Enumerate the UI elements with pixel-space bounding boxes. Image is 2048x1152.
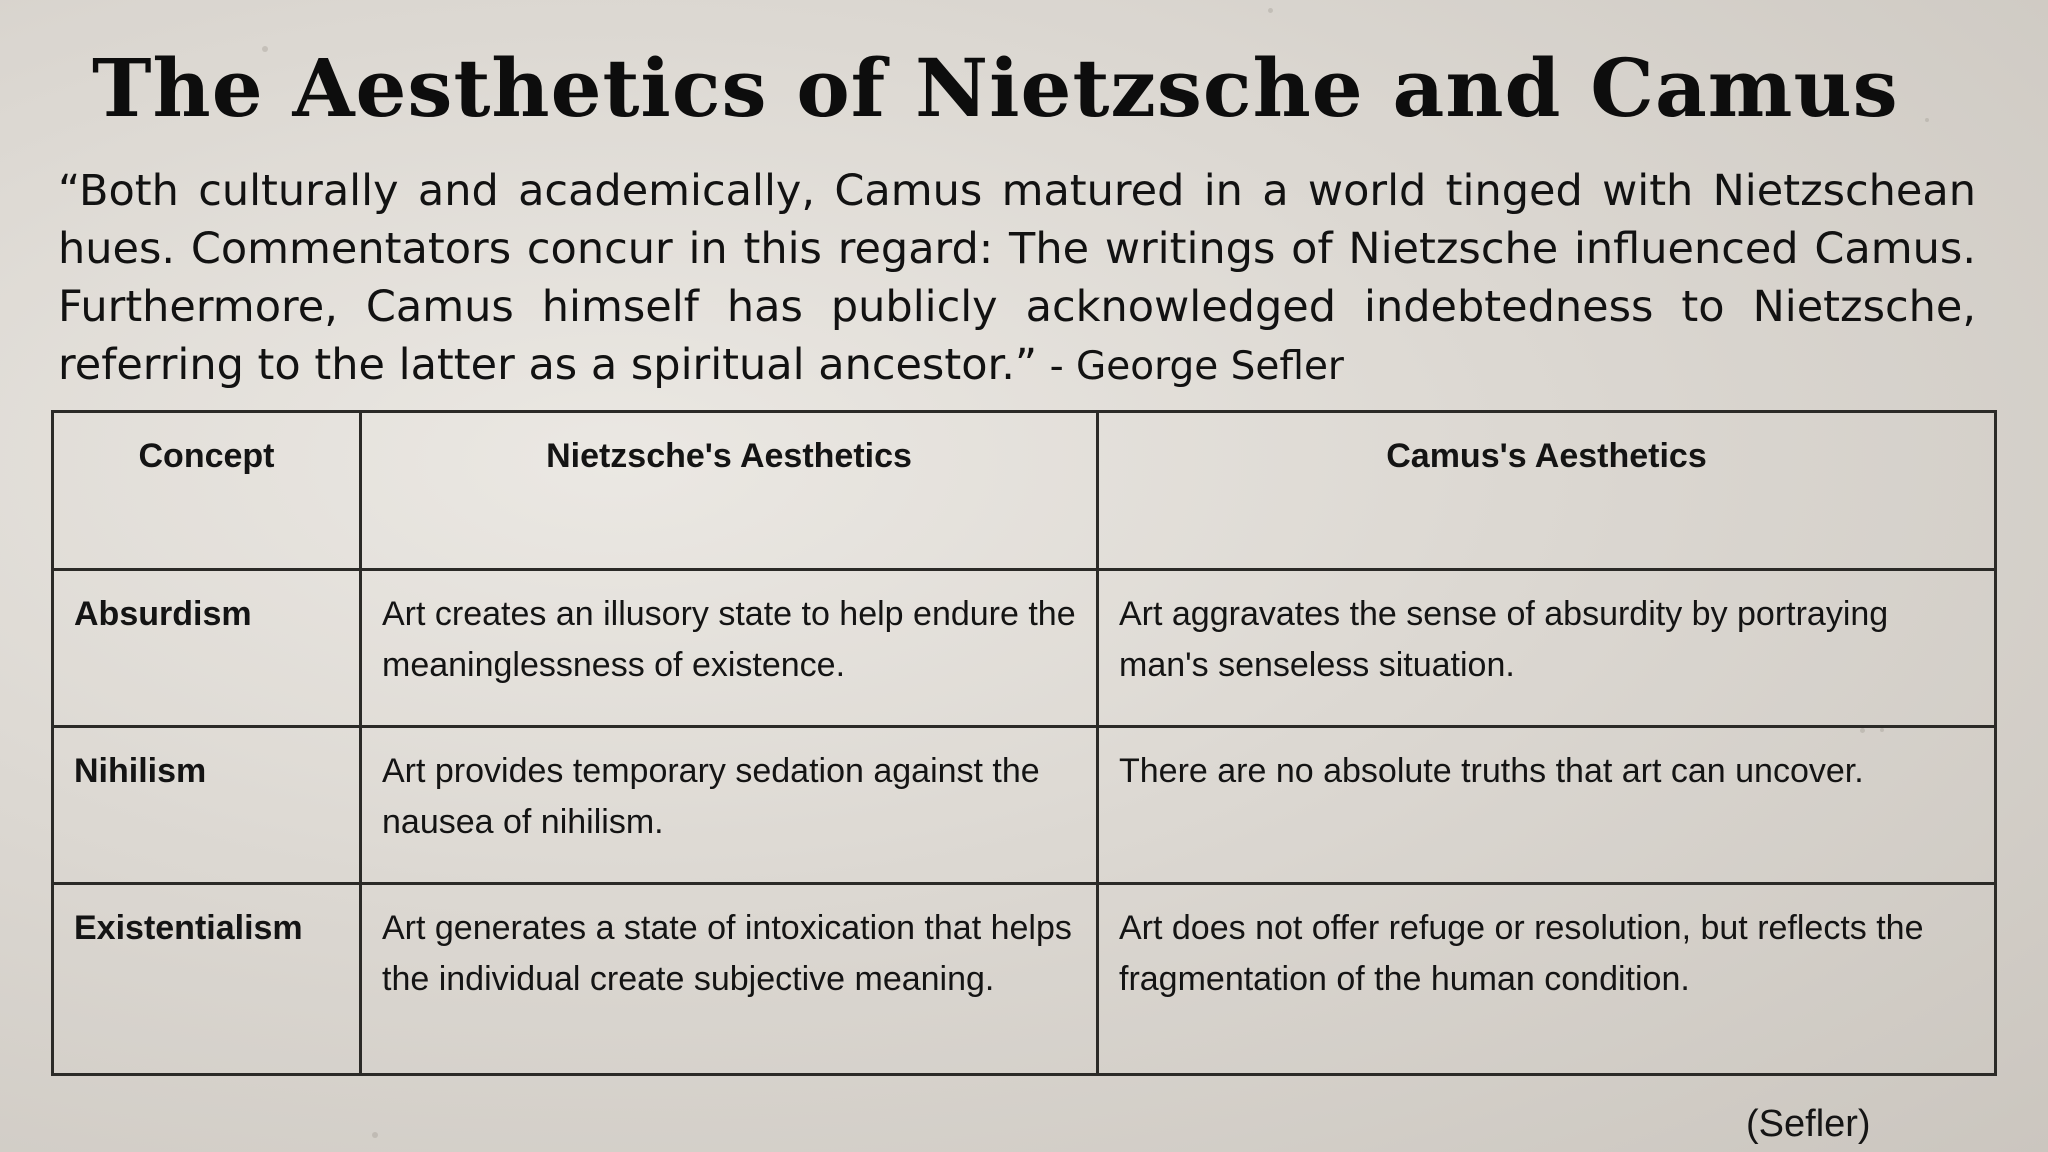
table-cell-concept: Nihilism (54, 728, 362, 885)
table-cell-camus: Art aggravates the sense of absurdity by portraying man's senseless situation. (1099, 571, 1994, 728)
table-header-concept: Concept (54, 413, 362, 571)
table-cell-concept: Existentialism (54, 885, 362, 1073)
paper-speck (1268, 8, 1273, 13)
quote-text: “Both culturally and academically, Camus matured in a world tinged with Nietzschean hues. Commentators concur in this regard: The writings of Nietzsche influenced Camus. Furthermore, Camus himself has publicly acknowledged indebtedness to Nietzsche, referring to the latter as a spiritual ancestor.” (58, 166, 1976, 390)
table-cell-concept: Absurdism (54, 571, 362, 728)
table-cell-nietzsche: Art creates an illusory state to help endure the meaninglessness of existence. (362, 571, 1099, 728)
table-header-nietzsche: Nietzsche's Aesthetics (362, 413, 1099, 571)
page-title: The Aesthetics of Nietzsche and Camus (92, 41, 1899, 135)
source-citation: (Sefler) (1746, 1103, 1871, 1145)
table-cell-camus: There are no absolute truths that art can uncover. (1099, 728, 1994, 885)
paper-speck (1925, 118, 1929, 122)
table-cell-nietzsche: Art provides temporary sedation against the nausea of nihilism. (362, 728, 1099, 885)
table-header-camus: Camus's Aesthetics (1099, 413, 1994, 571)
paper-speck (372, 1132, 378, 1138)
table-cell-nietzsche: Art generates a state of intoxication that helps the individual create subjective meaning. (362, 885, 1099, 1073)
intro-quote (58, 162, 1976, 396)
comparison-table (51, 410, 1997, 1076)
quote-attribution: - George Sefler (1037, 344, 1344, 389)
table-cell-camus: Art does not offer refuge or resolution, but reflects the fragmentation of the human condition. (1119, 909, 1924, 998)
